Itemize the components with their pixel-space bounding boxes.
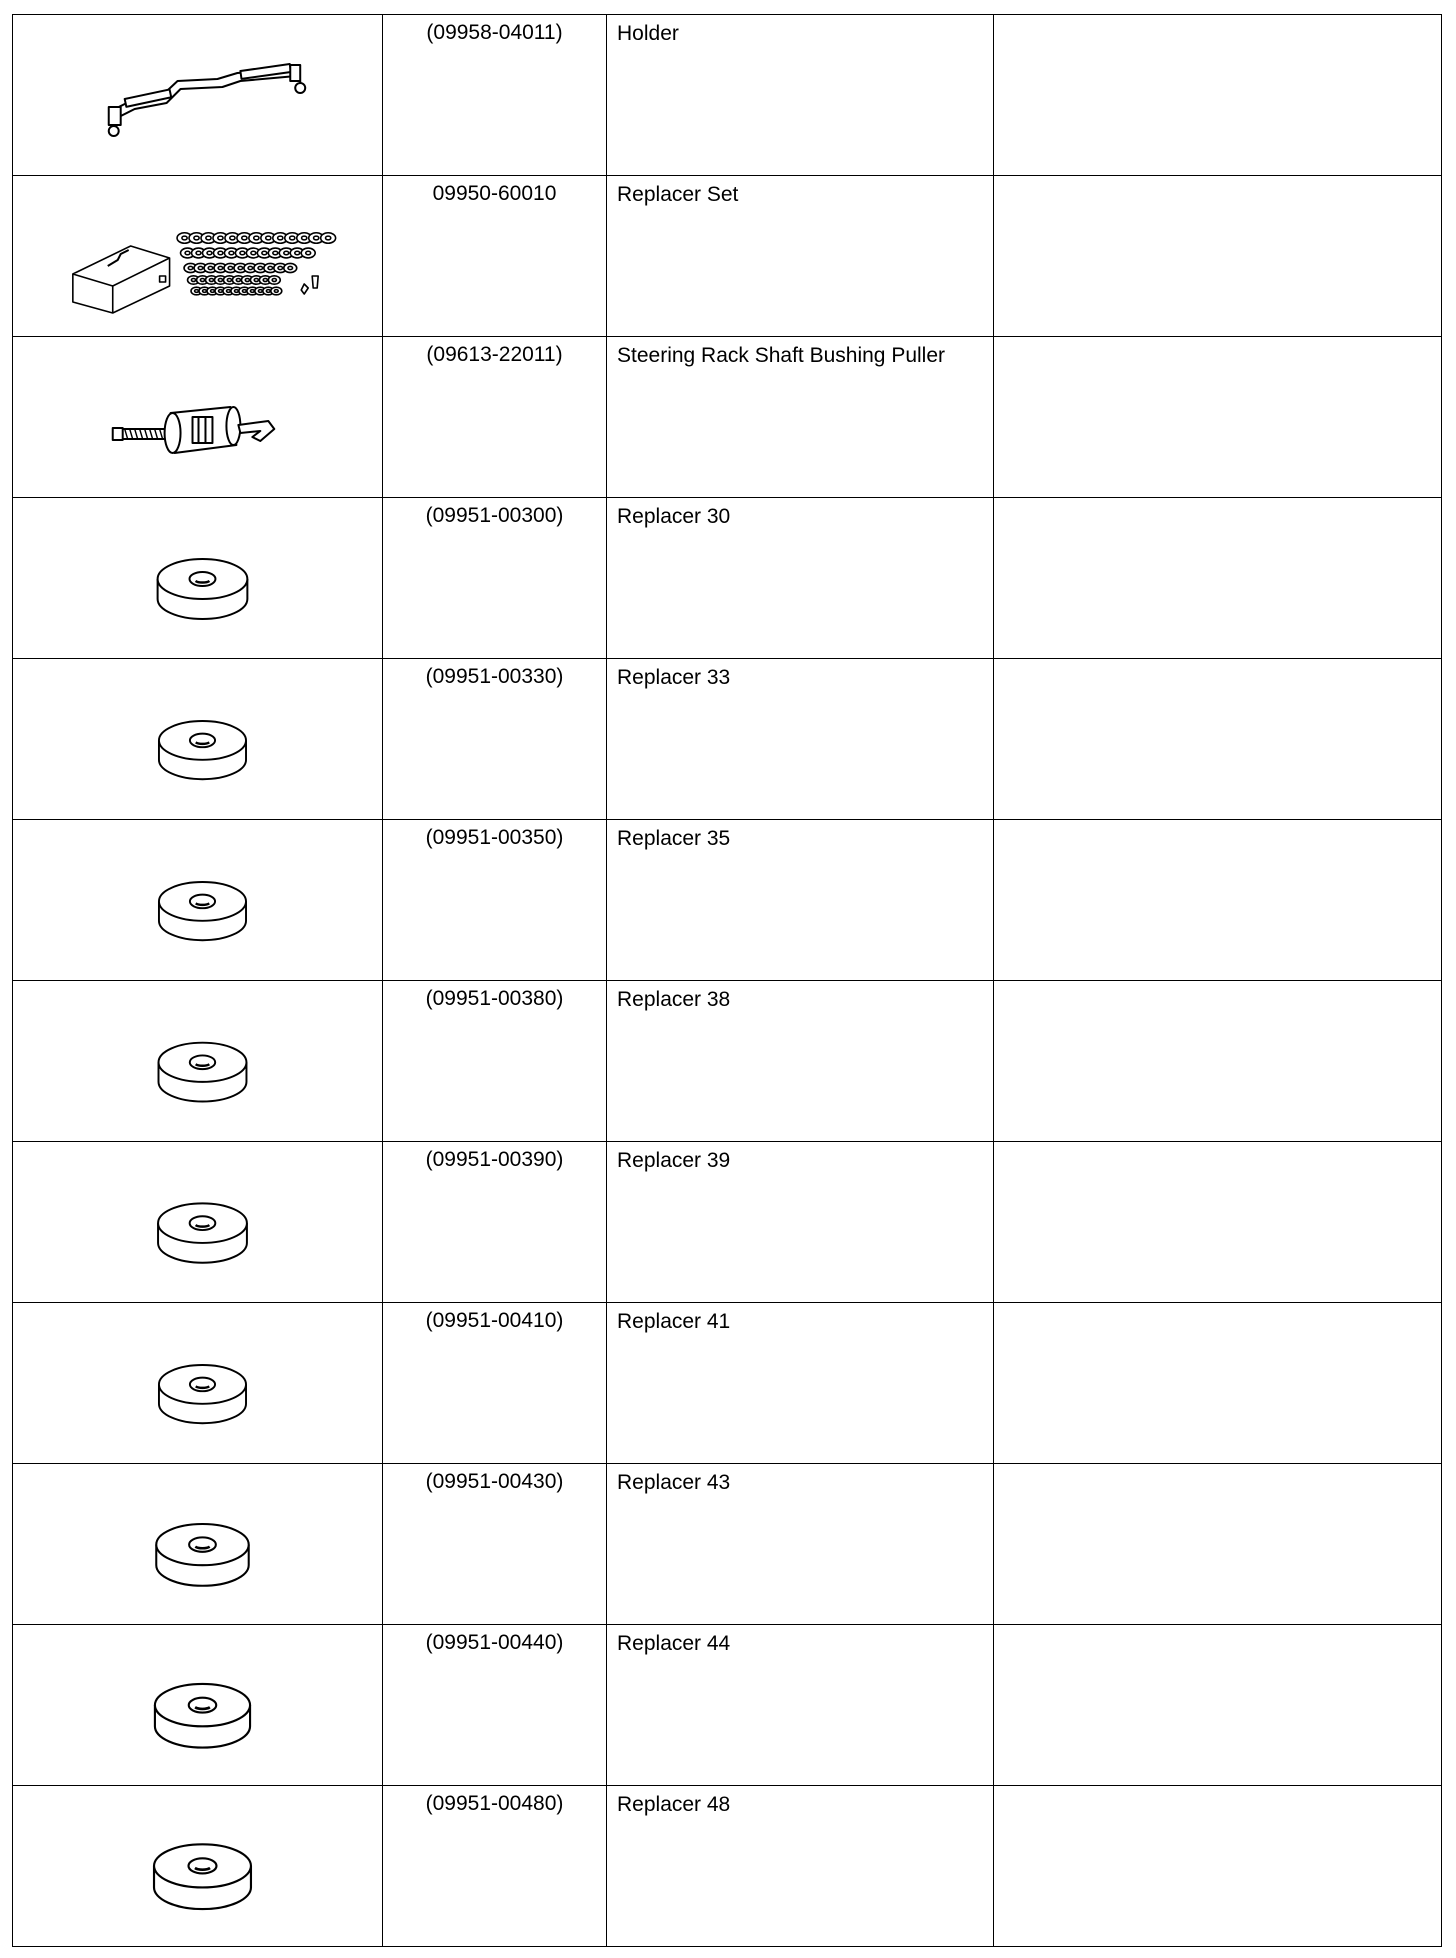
note-cell — [994, 981, 1442, 1142]
tool-name-cell — [607, 1464, 994, 1625]
tool-name-cell — [607, 1786, 994, 1947]
tool-illustration-cell — [13, 820, 383, 981]
table-row — [13, 981, 1442, 1142]
tool-name: Replacer 38 — [617, 988, 731, 1011]
note-cell — [994, 1303, 1442, 1464]
table-row — [13, 1142, 1442, 1303]
part-number: (09613-22011) — [426, 343, 563, 366]
tool-illustration-cell — [13, 176, 383, 337]
replacer-disc-icon — [13, 1625, 382, 1785]
tool-name-cell — [607, 176, 994, 337]
note-cell — [994, 1464, 1442, 1625]
tool-illustration-cell — [13, 659, 383, 820]
part-number-cell — [383, 1142, 607, 1303]
table-row — [13, 176, 1442, 337]
replacer-disc-icon — [13, 1142, 382, 1302]
part-number: (09951-00390) — [425, 1148, 564, 1171]
table-row — [13, 1625, 1442, 1786]
tool-illustration-cell — [13, 1464, 383, 1625]
part-number-cell — [383, 1464, 607, 1625]
tool-name: Replacer 43 — [617, 1471, 731, 1494]
special-service-tools-table — [12, 14, 1442, 1947]
tool-name: Replacer 33 — [617, 666, 731, 689]
part-number-cell — [383, 1625, 607, 1786]
table-row — [13, 15, 1442, 176]
part-number: (09951-00480) — [425, 1792, 564, 1815]
note-cell — [994, 1625, 1442, 1786]
note-cell — [994, 820, 1442, 981]
part-number: (09951-00380) — [425, 987, 564, 1010]
replacer-disc-icon — [13, 659, 382, 819]
tool-name-cell — [607, 337, 994, 498]
table-row — [13, 337, 1442, 498]
table-row — [13, 659, 1442, 820]
replacer-disc-icon — [13, 1464, 382, 1624]
replacer-disc-icon — [13, 820, 382, 980]
part-number-cell — [383, 659, 607, 820]
tool-illustration-cell — [13, 337, 383, 498]
tool-illustration-cell — [13, 981, 383, 1142]
tool-name-cell — [607, 1142, 994, 1303]
part-number: (09951-00410) — [425, 1309, 564, 1332]
tool-name-cell — [607, 1303, 994, 1464]
replacer-set-icon — [13, 176, 382, 336]
table-row — [13, 1303, 1442, 1464]
replacer-disc-icon — [13, 1303, 382, 1463]
tool-name-cell — [607, 820, 994, 981]
tool-name: Replacer 48 — [617, 1793, 731, 1816]
tool-name: Replacer 35 — [617, 827, 731, 850]
part-number: (09951-00350) — [425, 826, 564, 849]
part-number: (09951-00330) — [425, 665, 564, 688]
part-number-cell — [383, 176, 607, 337]
tool-name-cell — [607, 1625, 994, 1786]
part-number-cell — [383, 981, 607, 1142]
note-cell — [994, 659, 1442, 820]
table-row — [13, 1464, 1442, 1625]
part-number: 09950-60010 — [432, 182, 557, 205]
tool-illustration-cell — [13, 498, 383, 659]
tool-name-cell — [607, 659, 994, 820]
tool-name: Replacer 30 — [617, 505, 731, 528]
tool-name: Steering Rack Shaft Bushing Puller — [617, 344, 946, 367]
tool-name: Replacer 44 — [617, 1632, 731, 1655]
part-number-cell — [383, 820, 607, 981]
replacer-disc-icon — [13, 981, 382, 1141]
note-cell — [994, 337, 1442, 498]
table-row — [13, 820, 1442, 981]
tool-name-cell — [607, 981, 994, 1142]
tool-name: Replacer 39 — [617, 1149, 731, 1172]
tool-illustration-cell — [13, 1303, 383, 1464]
tools-table-body — [13, 15, 1442, 1947]
part-number-cell — [383, 498, 607, 659]
note-cell — [994, 1786, 1442, 1947]
table-row — [13, 1786, 1442, 1947]
tool-illustration-cell — [13, 1786, 383, 1947]
note-cell — [994, 1142, 1442, 1303]
replacer-disc-icon — [13, 498, 382, 658]
bushing-puller-icon — [13, 337, 382, 497]
note-cell — [994, 15, 1442, 176]
part-number: (09951-00430) — [425, 1470, 564, 1493]
holder-icon — [13, 15, 382, 175]
part-number: (09958-04011) — [426, 21, 563, 44]
note-cell — [994, 176, 1442, 337]
tool-name: Holder — [617, 22, 679, 45]
tool-illustration-cell — [13, 1625, 383, 1786]
tool-illustration-cell — [13, 1142, 383, 1303]
part-number-cell — [383, 1786, 607, 1947]
tool-name-cell — [607, 498, 994, 659]
part-number: (09951-00300) — [425, 504, 564, 527]
replacer-disc-icon — [13, 1786, 382, 1946]
tool-name-cell — [607, 15, 994, 176]
part-number-cell — [383, 1303, 607, 1464]
tool-illustration-cell — [13, 15, 383, 176]
tool-name: Replacer Set — [617, 183, 739, 206]
note-cell — [994, 498, 1442, 659]
part-number-cell — [383, 337, 607, 498]
part-number-cell — [383, 15, 607, 176]
part-number: (09951-00440) — [425, 1631, 564, 1654]
table-row — [13, 498, 1442, 659]
tool-name: Replacer 41 — [617, 1310, 731, 1333]
